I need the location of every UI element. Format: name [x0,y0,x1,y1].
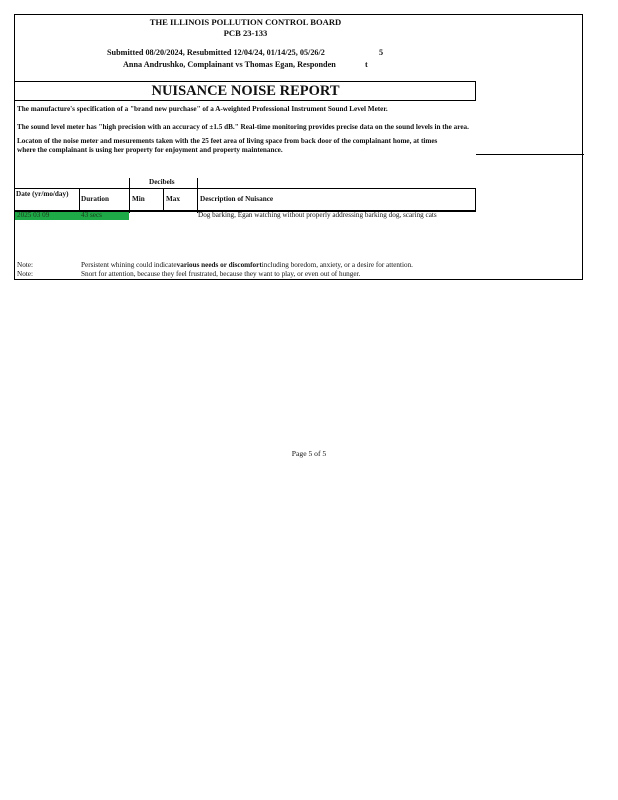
note-text: Snort for attention, because they feel frustrated, because they want to play, or even out of hunger. [81,270,361,278]
case-parties: Anna Andrushko, Complainant vs Thomas Egan, Responden [123,60,336,69]
note-emphasis: various needs or discomfort [176,261,262,269]
board-name: THE ILLINOIS POLLUTION CONTROL BOARD [149,17,342,27]
meter-precision-text: The sound level meter has "high precision with an accuracy of ±1.5 dB." Real-time monitoring provides precise data on the sound levels in the area. [17,123,469,131]
note-label: Note: [17,261,33,269]
column-max: Max [166,195,180,203]
table-col-line [79,188,80,212]
decibels-header: Decibels [149,178,175,186]
table-col-line [475,188,476,212]
table-col-line [163,188,164,212]
table-row-description: Dog barking, Egan watching without properly addressing barking dog, scaring cats [198,211,437,219]
meter-spec-text: The manufacture's specification of a "brand new purchase" of a A-weighted Professional Instrument Sound Level Meter. [17,105,388,113]
case-parties-tail: t [365,60,368,69]
case-number: PCB 23-133 [223,28,268,38]
table-row-duration: 43 secs [81,211,102,219]
table-col-line [129,178,130,213]
submission-dates-tail: 5 [379,48,384,57]
meter-location-text-2: where the complainant is using her property for enjoyment and property maintenance. [17,146,283,154]
meter-location-text: Locaton of the noise meter and mesurements taken with the 25 feet area of living space from back door of the complainant home, at times [17,137,438,145]
divider-top [15,81,476,82]
column-min: Min [132,195,145,203]
page-number: Page 5 of 5 [291,449,327,458]
table-top-rule [15,188,476,189]
submission-dates: Submitted 08/20/2024, Resubmitted 12/04/24, 01/14/25, 05/26/2 [107,48,325,57]
report-title: NUISANCE NOISE REPORT [151,83,340,99]
divider-title [15,100,476,101]
report-sheet [14,14,583,280]
divider-right [476,154,584,155]
column-duration: Duration [81,195,109,203]
table-col-line [197,178,198,213]
column-date: Date (yr/mo/day) [16,190,69,198]
note-text: Persistent whining could indicatevarious needs or discomfortincluding boredom, anxiety, or a desire for attention. [81,261,413,269]
column-description: Description of Nuisance [200,195,274,203]
note-label: Note: [17,270,33,278]
table-row-date: 2025 03 09 [17,211,50,219]
